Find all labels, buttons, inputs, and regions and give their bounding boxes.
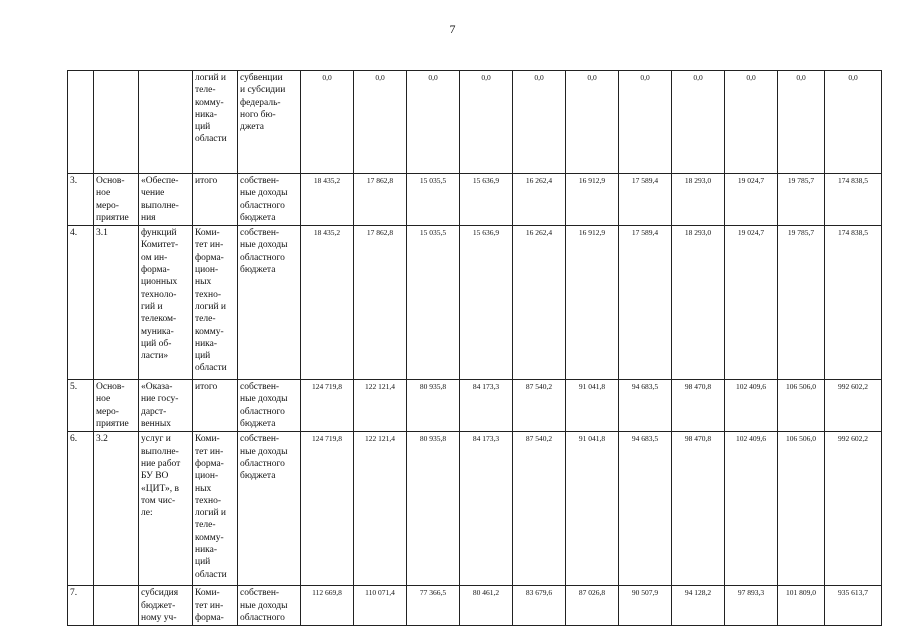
year-value-cell: 0,0	[778, 71, 825, 174]
year-value-cell: 106 506,0	[778, 380, 825, 432]
year-value-cell: 0,0	[301, 71, 354, 174]
event-type-cell: Основ- ное меро- приятие	[94, 380, 139, 432]
year-value-cell: 15 035,5	[407, 174, 460, 226]
year-value-cell: 94 683,5	[619, 380, 672, 432]
funding-source-cell: собствен- ные доходы областного бюджета	[238, 174, 301, 226]
year-value-cell: 124 719,8	[301, 380, 354, 432]
year-value-cell: 80 935,8	[407, 380, 460, 432]
funding-source-cell: собствен- ные доходы областного бюджета	[238, 226, 301, 380]
year-value-cell: 90 507,9	[619, 586, 672, 626]
row-index-cell: 7.	[68, 586, 94, 626]
year-value-cell: 18 435,2	[301, 174, 354, 226]
row-index-cell: 3.	[68, 174, 94, 226]
table-row	[68, 226, 882, 380]
table-row	[68, 586, 882, 626]
year-value-cell: 94 683,5	[619, 432, 672, 586]
row-index-cell: 5.	[68, 380, 94, 432]
year-value-cell: 0,0	[460, 71, 513, 174]
year-value-cell: 94 128,2	[672, 586, 725, 626]
event-type-cell: 3.1	[94, 226, 139, 380]
year-value-cell: 87 540,2	[513, 380, 566, 432]
year-value-cell: 77 366,5	[407, 586, 460, 626]
year-value-cell: 80 461,2	[460, 586, 513, 626]
event-type-cell: Основ- ное меро- приятие	[94, 174, 139, 226]
table-row	[68, 71, 882, 174]
year-value-cell: 102 409,6	[725, 380, 778, 432]
event-name-cell: «Оказа- ние госу- дарст- венных	[139, 380, 193, 432]
year-value-cell: 0,0	[725, 71, 778, 174]
total-value-cell: 0,0	[825, 71, 882, 174]
event-type-cell	[94, 586, 139, 626]
year-value-cell: 80 935,8	[407, 432, 460, 586]
year-value-cell: 0,0	[513, 71, 566, 174]
year-value-cell: 16 262,4	[513, 174, 566, 226]
year-value-cell: 17 862,8	[354, 174, 407, 226]
year-value-cell: 84 173,3	[460, 432, 513, 586]
total-value-cell: 174 838,5	[825, 226, 882, 380]
year-value-cell: 97 893,3	[725, 586, 778, 626]
event-name-cell: функций Комитет- ом ин- форма- ционных техноло- гий и телеком- муника- ций об- ласти»	[139, 226, 193, 380]
page-number: 7	[449, 22, 456, 36]
year-value-cell: 0,0	[407, 71, 460, 174]
year-value-cell: 17 862,8	[354, 226, 407, 380]
total-value-cell: 992 602,2	[825, 432, 882, 586]
year-value-cell: 16 912,9	[566, 174, 619, 226]
event-type-cell: 3.2	[94, 432, 139, 586]
budget-table	[67, 70, 882, 626]
year-value-cell: 19 785,7	[778, 226, 825, 380]
table-row	[68, 380, 882, 432]
year-value-cell: 87 540,2	[513, 432, 566, 586]
row-index-cell: 4.	[68, 226, 94, 380]
table-row	[68, 174, 882, 226]
funding-source-cell: собствен- ные доходы областного	[238, 586, 301, 626]
total-value-cell: 935 613,7	[825, 586, 882, 626]
year-value-cell: 0,0	[672, 71, 725, 174]
year-value-cell: 18 435,2	[301, 226, 354, 380]
year-value-cell: 91 041,8	[566, 432, 619, 586]
year-value-cell: 19 785,7	[778, 174, 825, 226]
year-value-cell: 16 912,9	[566, 226, 619, 380]
year-value-cell: 0,0	[619, 71, 672, 174]
year-value-cell: 83 679,6	[513, 586, 566, 626]
total-value-cell: 992 602,2	[825, 380, 882, 432]
year-value-cell: 16 262,4	[513, 226, 566, 380]
year-value-cell: 15 636,9	[460, 174, 513, 226]
row-index-cell: 6.	[68, 432, 94, 586]
year-value-cell: 106 506,0	[778, 432, 825, 586]
year-value-cell: 122 121,4	[354, 432, 407, 586]
year-value-cell: 87 026,8	[566, 586, 619, 626]
year-value-cell: 18 293,0	[672, 226, 725, 380]
table-row	[68, 432, 882, 586]
year-value-cell: 0,0	[354, 71, 407, 174]
event-name-cell: субсидия бюджет- ному уч-	[139, 586, 193, 626]
executor-cell: логий и теле- комму- ника- ций области	[193, 71, 238, 174]
executor-cell: Коми- тет ин- форма- цион- ных техно- логий и теле- комму- ника- ций области	[193, 432, 238, 586]
executor-cell: итого	[193, 380, 238, 432]
funding-source-cell: собствен- ные доходы областного бюджета	[238, 380, 301, 432]
year-value-cell: 122 121,4	[354, 380, 407, 432]
year-value-cell: 19 024,7	[725, 226, 778, 380]
year-value-cell: 19 024,7	[725, 174, 778, 226]
funding-source-cell: собствен- ные доходы областного бюджета	[238, 432, 301, 586]
row-index-cell	[68, 71, 94, 174]
year-value-cell: 91 041,8	[566, 380, 619, 432]
executor-cell: итого	[193, 174, 238, 226]
total-value-cell: 174 838,5	[825, 174, 882, 226]
year-value-cell: 17 589,4	[619, 174, 672, 226]
year-value-cell: 110 071,4	[354, 586, 407, 626]
year-value-cell: 17 589,4	[619, 226, 672, 380]
year-value-cell: 112 669,8	[301, 586, 354, 626]
year-value-cell: 18 293,0	[672, 174, 725, 226]
event-type-cell	[94, 71, 139, 174]
year-value-cell: 15 035,5	[407, 226, 460, 380]
year-value-cell: 15 636,9	[460, 226, 513, 380]
year-value-cell: 98 470,8	[672, 380, 725, 432]
year-value-cell: 98 470,8	[672, 432, 725, 586]
funding-source-cell: субвенции и субсидии федераль- ного бю- джета	[238, 71, 301, 174]
year-value-cell: 84 173,3	[460, 380, 513, 432]
executor-cell: Коми- тет ин- форма-	[193, 586, 238, 626]
event-name-cell	[139, 71, 193, 174]
year-value-cell: 124 719,8	[301, 432, 354, 586]
event-name-cell: «Обеспе- чение выполне- ния	[139, 174, 193, 226]
year-value-cell: 102 409,6	[725, 432, 778, 586]
event-name-cell: услуг и выполне- ние работ БУ ВО «ЦИТ», в том чис- ле:	[139, 432, 193, 586]
year-value-cell: 101 809,0	[778, 586, 825, 626]
year-value-cell: 0,0	[566, 71, 619, 174]
executor-cell: Коми- тет ин- форма- цион- ных техно- логий и теле- комму- ника- ций области	[193, 226, 238, 380]
